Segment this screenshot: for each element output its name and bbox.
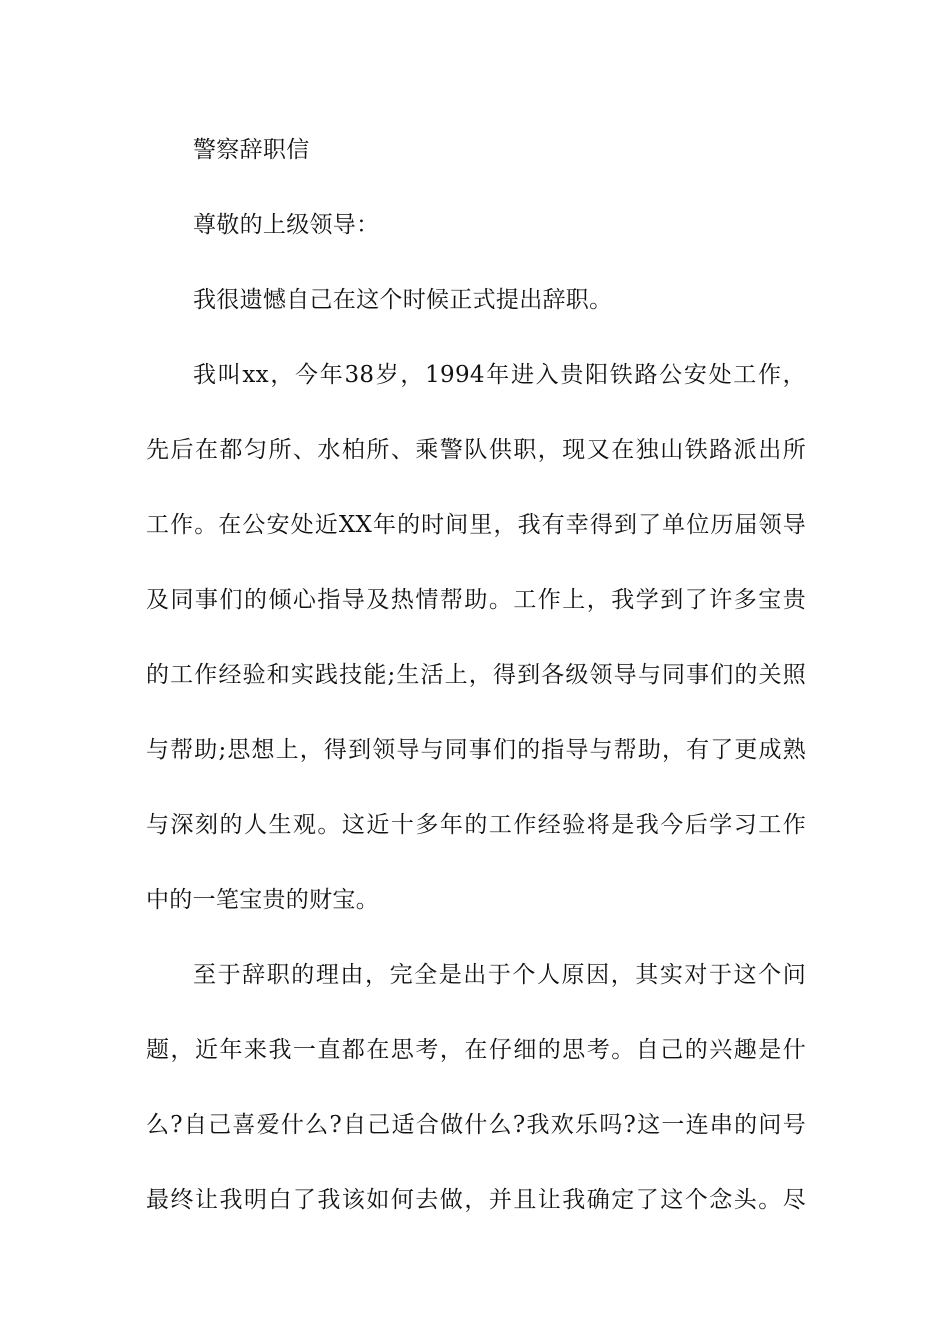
paragraph-2-line-3: 工作。在公安处近XX年的时间里，我有幸得到了单位历届领导 — [146, 512, 806, 538]
paragraph-3-line-4: 最终让我明白了我该如何去做，并且让我确定了这个念头。尽 — [146, 1187, 806, 1213]
paragraph-3-line-1: 至于辞职的理由，完全是出于个人原因，其实对于这个问 — [193, 962, 806, 988]
paragraph-1-line-1: 我很遗憾自己在这个时候正式提出辞职。 — [193, 287, 613, 313]
paragraph-2-line-6: 与帮助;思想上，得到领导与同事们的指导与帮助，有了更成熟 — [146, 737, 806, 763]
paragraph-3-line-2: 题，近年来我一直都在思考，在仔细的思考。自己的兴趣是什 — [146, 1037, 806, 1063]
salutation: 尊敬的上级领导： — [193, 212, 380, 238]
paragraph-2-line-7: 与深刻的人生观。这近十多年的工作经验将是我今后学习工作 — [146, 812, 806, 838]
paragraph-2-line-1: 我叫xx，今年38岁，1994年进入贵阳铁路公安处工作， — [193, 362, 806, 388]
paragraph-2-line-2: 先后在都匀所、水柏所、乘警队供职，现又在独山铁路派出所 — [146, 437, 806, 463]
paragraph-2-line-5: 的工作经验和实践技能;生活上，得到各级领导与同事们的关照 — [146, 662, 806, 688]
document-body — [146, 113, 806, 1238]
paragraph-3-line-3: 么?自己喜爱什么?自己适合做什么?我欢乐吗?这一连串的问号 — [146, 1112, 806, 1138]
document-title: 警察辞职信 — [193, 137, 310, 163]
paragraph-2-line-8: 中的一笔宝贵的财宝。 — [146, 887, 379, 913]
paragraph-2-line-4: 及同事们的倾心指导及热情帮助。工作上，我学到了许多宝贵 — [146, 587, 806, 613]
